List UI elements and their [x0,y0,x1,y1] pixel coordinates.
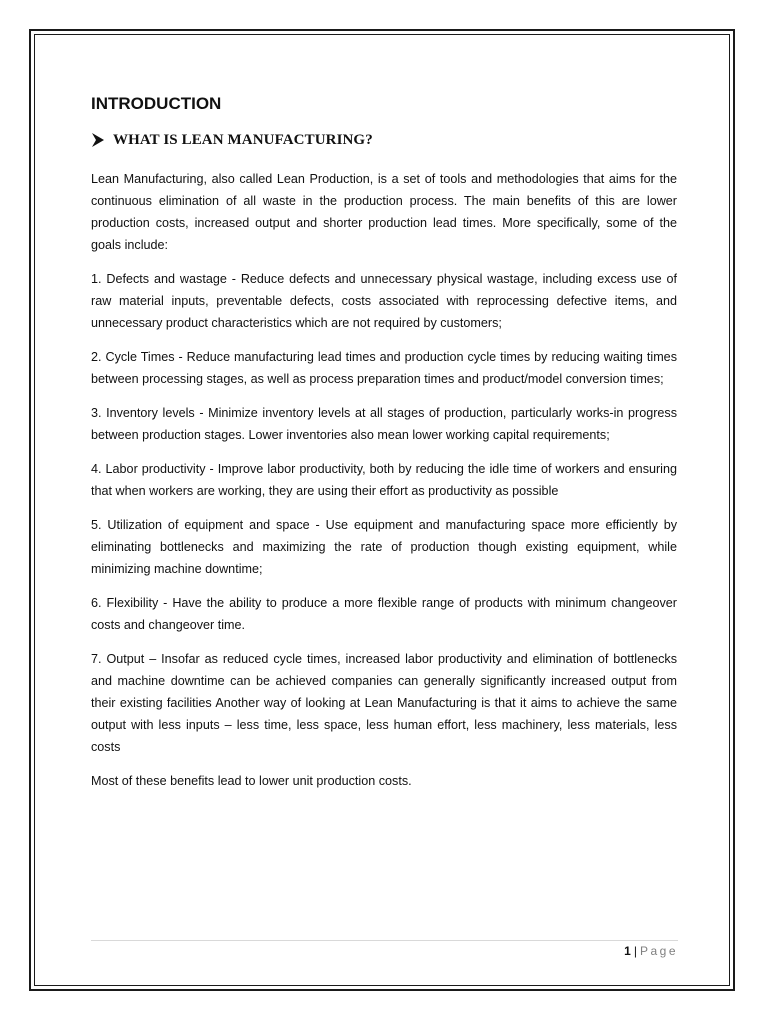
paragraph-goal-3: 3. Inventory levels - Minimize inventory levels at all stages of production, particularly works-in progress between production stages. Lower inventories also mean lower working capital requirements; [91,406,677,442]
subheading-row [91,128,677,152]
paragraph-goal-7: 7. Output – Insofar as reduced cycle times, increased labor productivity and elimination of bottlenecks and machine downtime can be achieved companies can generally significantly increased output from their existing facilities Another way of looking at Lean Manufacturing is that it aims to achieve the same output with less inputs – less time, less space, less human effort, less machinery, less materials, less costs [91,652,677,754]
document-body [91,92,677,792]
page-footer [624,944,678,958]
page-number: 1 [624,944,631,958]
paragraph-intro: Lean Manufacturing, also called Lean Production, is a set of tools and methodologies that aims for the continuous elimination of all waste in the production process. The main benefits of this are lower production costs, increased output and shorter production lead times. More specifically, some of the goals include: [91,172,677,252]
paragraph-goal-6: 6. Flexibility - Have the ability to produce a more flexible range of products with minimum changeover costs and changeover time. [91,596,677,632]
paragraph-goal-5: 5. Utilization of equipment and space - Use equipment and manufacturing space more efficiently by eliminating bottlenecks and maximizing the rate of production though existing equipment, while minimizing machine downtime; [91,518,677,576]
footer-divider [91,940,678,941]
paragraph-goal-2: 2. Cycle Times - Reduce manufacturing lead times and production cycle times by reducing waiting times between processing stages, as well as process preparation times and product/model conversion times; [91,350,677,386]
section-heading: INTRODUCTION [91,94,222,113]
page-label: Page [639,944,678,958]
paragraph-conclusion: Most of these benefits lead to lower unit production costs. [91,774,412,788]
arrowhead-bullet-icon [91,132,105,148]
paragraph-goal-4: 4. Labor productivity - Improve labor productivity, both by reducing the idle time of workers and ensuring that when workers are working, they are using their effort as productivity as possible [91,462,677,498]
subheading-title: WHAT IS LEAN MANUFACTURING? [113,132,373,148]
footer-separator: | [633,944,637,958]
paragraph-goal-1: 1. Defects and wastage - Reduce defects and unnecessary physical wastage, including excess use of raw material inputs, preventable defects, costs associated with reprocessing defective items, and unnecessary product characteristics which are not required by customers; [91,272,677,330]
